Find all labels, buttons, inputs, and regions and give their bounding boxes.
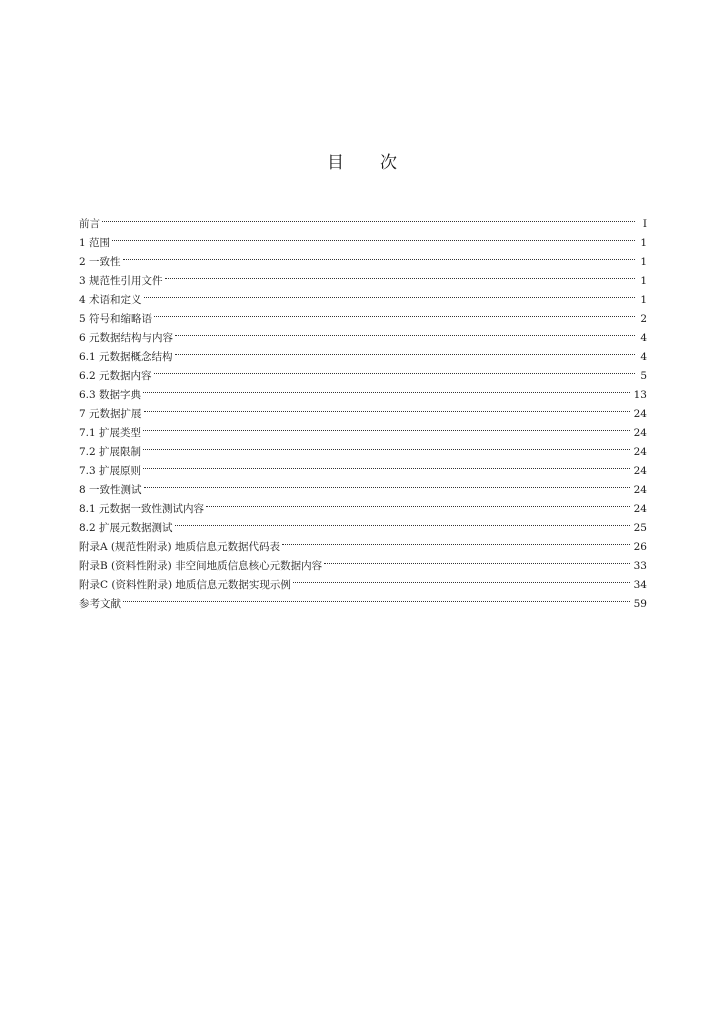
toc-entry-page-number: 25: [633, 522, 647, 534]
toc-leader-dots: [175, 341, 635, 360]
toc-entry-page-number: 5: [640, 370, 647, 382]
toc-entry[interactable]: [79, 474, 647, 496]
toc-entry-label: 附录B (资料性附录) 非空间地质信息核心元数据内容: [79, 560, 323, 572]
toc-leader-dots: [175, 322, 635, 341]
toc-leader-dots: [112, 227, 635, 246]
toc-leader-dots: [282, 531, 630, 550]
toc-entry-label: 8.1 元数据一致性测试内容: [79, 503, 205, 515]
toc-entry[interactable]: [79, 398, 647, 420]
toc-entry-label: 7.1 扩展类型: [79, 427, 142, 439]
toc-entry-page-number: 2: [640, 313, 647, 325]
toc-entry-page-number: 1: [640, 294, 647, 306]
toc-leader-dots: [102, 208, 635, 227]
toc-entry-page-number: 34: [633, 579, 647, 591]
toc-leader-dots: [143, 379, 630, 398]
toc-entry-page-number: 24: [633, 446, 647, 458]
toc-entry-label: 2 一致性: [79, 256, 121, 268]
toc-entry-page-number: 1: [640, 237, 647, 249]
toc-entry-label: 前言: [79, 218, 100, 230]
toc-leader-dots: [143, 417, 630, 436]
toc-leader-dots: [144, 398, 630, 417]
toc-entry-page-number: 1: [640, 256, 647, 268]
toc-entry-label: 7 元数据扩展: [79, 408, 142, 420]
toc-entry-label: 5 符号和缩略语: [79, 313, 153, 325]
toc-entry[interactable]: [79, 284, 647, 306]
toc-entry-label: 附录A (规范性附录) 地质信息元数据代码表: [79, 541, 280, 553]
toc-entry-label: 3 规范性引用文件: [79, 275, 163, 287]
toc-entry[interactable]: [79, 208, 647, 230]
toc-entry-label: 4 术语和定义: [79, 294, 142, 306]
toc-entry-page-number: 4: [640, 351, 647, 363]
toc-leader-dots: [144, 284, 635, 303]
toc-entry-label: 1 范围: [79, 237, 111, 249]
toc-entry-page-number: 33: [633, 560, 647, 572]
toc-entry-page-number: 24: [633, 484, 647, 496]
toc-entry-page-number: 24: [633, 408, 647, 420]
toc-entry-page-number: 26: [633, 541, 647, 553]
toc-leader-dots: [175, 512, 630, 531]
toc-title-part2: 次: [380, 153, 397, 173]
toc-entry[interactable]: [79, 303, 647, 325]
toc-leader-dots: [324, 550, 630, 569]
toc-entry[interactable]: [79, 417, 647, 439]
toc-entry-label: 参考文献: [79, 598, 121, 610]
toc-leader-dots: [293, 569, 630, 588]
toc-entry-page-number: 13: [633, 389, 647, 401]
toc-entry-label: 6.2 元数据内容: [79, 370, 152, 382]
toc-entry[interactable]: [79, 227, 647, 249]
toc-entry[interactable]: [79, 360, 647, 382]
toc-entry-label: 8.2 扩展元数据测试: [79, 522, 173, 534]
toc-entry[interactable]: [79, 436, 647, 458]
toc-title: [0, 151, 724, 175]
toc-entry[interactable]: [79, 265, 647, 287]
toc-leader-dots: [143, 455, 630, 474]
toc-leader-dots: [123, 246, 635, 265]
toc-entry[interactable]: [79, 588, 647, 610]
toc-entry[interactable]: [79, 379, 647, 401]
toc-leader-dots: [165, 265, 635, 284]
toc-entry-label: 7.3 扩展原则: [79, 465, 142, 477]
toc-entry-label: 6 元数据结构与内容: [79, 332, 174, 344]
toc-entry-label: 7.2 扩展限制: [79, 446, 142, 458]
toc-entry[interactable]: [79, 455, 647, 477]
toc-entry[interactable]: [79, 322, 647, 344]
toc-leader-dots: [206, 493, 630, 512]
toc-entry-page-number: 24: [633, 427, 647, 439]
toc-entry-page-number: 24: [633, 465, 647, 477]
toc-entry-label: 附录C (资料性附录) 地质信息元数据实现示例: [79, 579, 291, 591]
toc-leader-dots: [143, 436, 630, 455]
toc-entry-label: 8 一致性测试: [79, 484, 142, 496]
toc-entry-page-number: I: [642, 218, 647, 230]
toc-list: [79, 208, 647, 610]
toc-entry-page-number: 1: [640, 275, 647, 287]
toc-leader-dots: [144, 474, 630, 493]
toc-title-part1: 目: [327, 153, 344, 173]
toc-leader-dots: [123, 588, 630, 607]
toc-entry[interactable]: [79, 493, 647, 515]
toc-leader-dots: [154, 360, 635, 379]
toc-entry-label: 6.3 数据字典: [79, 389, 142, 401]
toc-leader-dots: [154, 303, 635, 322]
toc-entry-label: 6.1 元数据概念结构: [79, 351, 173, 363]
toc-entry-page-number: 4: [640, 332, 647, 344]
toc-entry-page-number: 59: [633, 598, 647, 610]
toc-entry[interactable]: [79, 246, 647, 268]
toc-entry-page-number: 24: [633, 503, 647, 515]
